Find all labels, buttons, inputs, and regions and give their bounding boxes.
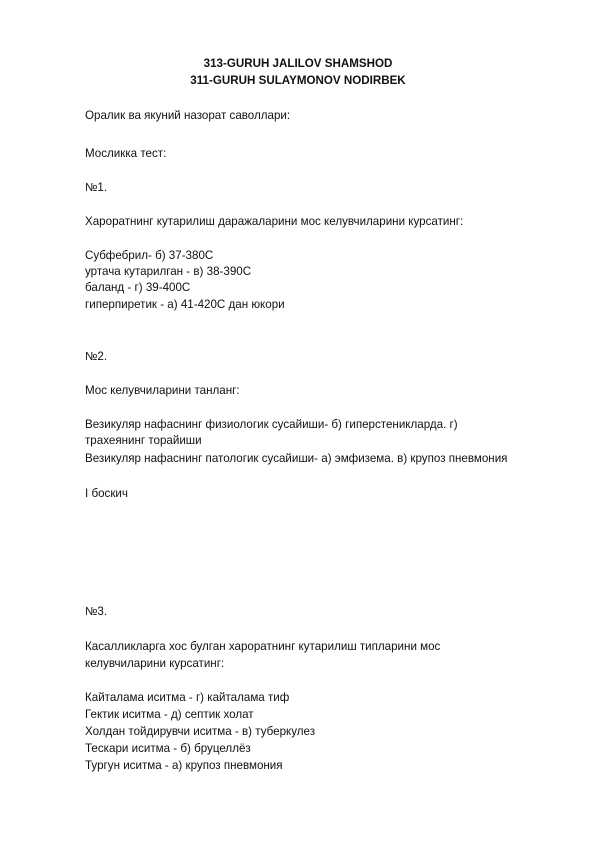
question-2-number: №2. — [85, 350, 108, 363]
question-1-answer: уртача кутарилган - в) 38-390С — [85, 265, 252, 278]
question-3-prompt-cont: келувчиларини курсатинг: — [85, 657, 225, 670]
test-title: Мосликка тест: — [85, 147, 167, 160]
header-line-1: 313-GURUH JALILOV SHAMSHOD — [203, 57, 393, 70]
question-2-answer-1: Везикуляр нафаснинг физиологик сусайиши- б) гиперстеникларда. г) — [85, 418, 458, 431]
question-3-answer: Тургун иситма - а) крупоз пневмония — [85, 759, 283, 772]
question-1-answer: баланд - г) 39-400С — [85, 281, 191, 294]
question-1-answer: Субфебрил- б) 37-380С — [85, 249, 214, 262]
question-2-answer-1-cont: трахеянинг торайиши — [85, 434, 202, 447]
question-3-answer: Тескари иситма - б) бруцеллёз — [85, 742, 251, 755]
question-3-answer: Кайталама иситма - г) кайталама тиф — [85, 691, 290, 704]
question-3-number: №3. — [85, 605, 108, 618]
question-3-answer: Холдан тойдирувчи иситма - в) туберкулез — [85, 725, 316, 738]
header-line-2: 311-GURUH SULAYMONOV NODIRBEK — [190, 74, 406, 87]
question-1-answer: гиперпиретик - а) 41-420С дан юкори — [85, 298, 285, 311]
question-2-answer-2: Везикуляр нафаснинг патологик сусайиши- а) эмфизема. в) крупоз пневмония — [85, 452, 508, 465]
question-1-number: №1. — [85, 181, 108, 194]
intro-text: Оралик ва якуний назорат саволлари: — [85, 109, 291, 122]
question-3-answer: Гектик иситма - д) септик холат — [85, 708, 254, 721]
question-3-prompt: Касалликларга хос булган хароратнинг кутарилиш типларини мос — [85, 640, 441, 653]
stage-label: I боскич — [85, 487, 128, 500]
question-1-prompt: Хароратнинг кутарилиш даражаларини мос келувчиларини курсатинг: — [85, 215, 464, 228]
question-2-prompt: Мос келувчиларини танланг: — [85, 384, 240, 397]
